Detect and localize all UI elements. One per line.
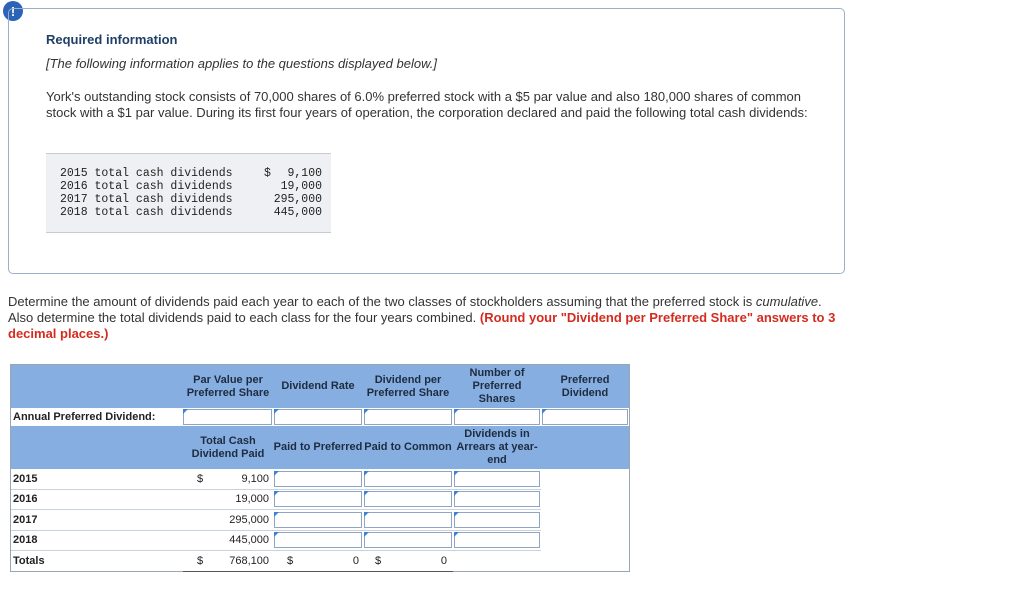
arrears-input[interactable]: [454, 532, 540, 548]
dividend-amount: 445,000: [273, 206, 322, 219]
year-label: 2016: [13, 493, 38, 505]
col-arrears-header: Dividends in Arrears at year-end: [456, 428, 538, 466]
paid-common-input[interactable]: [364, 491, 452, 507]
dividend-amount: 19,000: [280, 180, 322, 193]
paid-common-sum: 0: [440, 555, 447, 567]
year-label: 2017: [13, 514, 38, 526]
alert-icon: !: [3, 1, 23, 21]
annual-preferred-dividend-label: Annual Preferred Dividend:: [13, 411, 156, 423]
total-cash-value: 295,000: [229, 514, 269, 526]
total-cash-sum: 768,100: [229, 555, 269, 567]
dividend-currency: $: [264, 167, 271, 180]
row-divider: [11, 489, 541, 490]
dividend-table: [46, 153, 331, 233]
dividend-rate-input[interactable]: [274, 409, 362, 425]
paid-common-input[interactable]: [364, 512, 452, 528]
required-info-box: [8, 8, 845, 274]
required-info-title: Required information: [46, 32, 178, 47]
par-value-input[interactable]: [183, 409, 272, 425]
row-divider: [11, 509, 541, 510]
paid-common-input[interactable]: [364, 532, 452, 548]
currency-sign: $: [197, 473, 204, 485]
question-part2: . Also determine the total dividends paid to each class for the four years combined.: [8, 294, 822, 325]
dividend-label: 2015 total cash dividends: [60, 167, 233, 180]
totals-label: Totals: [13, 555, 45, 567]
col-paid-preferred-header: Paid to Preferred: [273, 441, 363, 453]
totals-underline: [183, 571, 453, 572]
col-par-value-header: Par Value per Preferred Share: [186, 373, 270, 399]
question-text: [8, 294, 838, 342]
answer-grid: [10, 364, 630, 572]
arrears-input[interactable]: [454, 471, 540, 487]
paid-common-input[interactable]: [364, 471, 452, 487]
dividend-label: 2017 total cash dividends: [60, 193, 233, 206]
col-preferred-dividend-header: Preferred Dividend: [560, 373, 610, 399]
total-cash-value: 19,000: [235, 493, 269, 505]
dividend-amount: 9,100: [287, 167, 322, 180]
currency-sign: $: [197, 555, 204, 567]
number-shares-input[interactable]: [454, 409, 540, 425]
currency-sign: $: [375, 555, 382, 567]
year-label: 2015: [13, 473, 38, 485]
year-label: 2018: [13, 534, 38, 546]
arrears-input[interactable]: [454, 491, 540, 507]
col-total-cash-header: Total Cash Dividend Paid: [191, 434, 265, 460]
dividend-label: 2018 total cash dividends: [60, 206, 233, 219]
currency-sign: $: [287, 555, 294, 567]
row-divider: [11, 550, 541, 551]
col-number-shares-header: Number of Preferred Shares: [469, 367, 525, 405]
col-dividend-rate-header: Dividend Rate: [281, 380, 355, 392]
dividend-amount: 295,000: [273, 193, 322, 206]
preferred-dividend-input[interactable]: [542, 409, 628, 425]
total-cash-value: 9,100: [241, 473, 269, 485]
paid-preferred-input[interactable]: [274, 471, 362, 487]
arrears-input[interactable]: [454, 512, 540, 528]
paid-preferred-sum: 0: [352, 555, 359, 567]
question-italic: cumulative: [755, 294, 819, 309]
col-dividend-per-share-header: Dividend per Preferred Share: [366, 373, 450, 399]
required-info-body: York's outstanding stock consists of 70,000 shares of 6.0% preferred stock with a $5 par value and also 180,000 shares of common stock with a $1 par value. During its first four years of operation, the corporation declared and paid the following total cash dividends:: [46, 89, 808, 120]
total-cash-value: 445,000: [229, 534, 269, 546]
paid-preferred-input[interactable]: [274, 532, 362, 548]
rounding-instruction: (Round your "Dividend per Preferred Share" answers to 3 decimal places.): [8, 310, 836, 341]
row-divider: [11, 530, 541, 531]
dividend-per-share-input[interactable]: [364, 409, 452, 425]
question-part1: Determine the amount of dividends paid each year to each of the two classes of stockholders assuming that the preferred stock is: [8, 294, 756, 309]
paid-preferred-input[interactable]: [274, 491, 362, 507]
paid-preferred-input[interactable]: [274, 512, 362, 528]
dividend-label: 2016 total cash dividends: [60, 180, 233, 193]
col-paid-common-header: Paid to Common: [364, 441, 452, 453]
required-info-subtitle: [The following information applies to the questions displayed below.]: [46, 56, 437, 71]
